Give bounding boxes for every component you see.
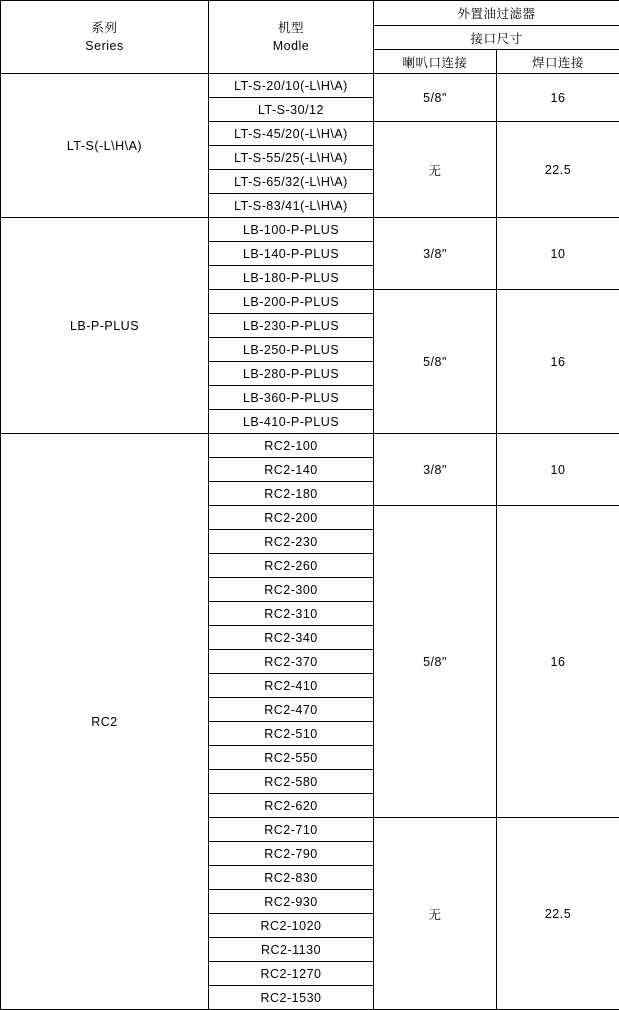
model-cell: RC2-310 [209,602,374,626]
flare-size-cell: 无 [374,122,497,218]
header-external-oil-filter: 外置油过滤器 [374,1,619,26]
model-cell: RC2-100 [209,434,374,458]
weld-size-cell: 10 [497,218,619,290]
model-cell: RC2-470 [209,698,374,722]
model-cell: RC2-340 [209,626,374,650]
model-cell: LB-140-P-PLUS [209,242,374,266]
model-cell: LT-S-55/25(-L\H\A) [209,146,374,170]
weld-size-cell: 22.5 [497,818,619,1010]
flare-size-cell: 无 [374,818,497,1010]
table-row [1,434,619,458]
model-cell: RC2-550 [209,746,374,770]
model-cell: RC2-510 [209,722,374,746]
model-cell: RC2-930 [209,890,374,914]
model-cell: LT-S-20/10(-L\H\A) [209,74,374,98]
model-cell: RC2-580 [209,770,374,794]
header-port-size: 接口尺寸 [374,26,619,50]
header-series-cn: 系列 [1,19,208,37]
model-cell: RC2-710 [209,818,374,842]
model-cell: LB-100-P-PLUS [209,218,374,242]
weld-size-cell: 16 [497,506,619,818]
model-cell: RC2-140 [209,458,374,482]
table-row [1,74,619,98]
model-cell: RC2-230 [209,530,374,554]
flare-size-cell: 3/8" [374,434,497,506]
header-series [1,1,209,74]
series-cell: RC2 [1,434,209,1010]
weld-size-cell: 16 [497,290,619,434]
weld-size-cell: 10 [497,434,619,506]
flare-size-cell: 5/8" [374,506,497,818]
model-cell: LT-S-45/20(-L\H\A) [209,122,374,146]
header-model-en: Modle [209,37,373,55]
header-model [209,1,374,74]
series-cell: LT-S(-L\H\A) [1,74,209,218]
model-cell: RC2-1270 [209,962,374,986]
header-flare-connection: 喇叭口连接 [374,50,497,74]
model-cell: LT-S-83/41(-L\H\A) [209,194,374,218]
header-weld-connection: 焊口连接 [497,50,619,74]
model-cell: RC2-1530 [209,986,374,1010]
flare-size-cell: 5/8" [374,290,497,434]
header-series-en: Series [1,37,208,55]
model-cell: LB-230-P-PLUS [209,314,374,338]
table-row [1,218,619,242]
flare-size-cell: 3/8" [374,218,497,290]
model-cell: RC2-790 [209,842,374,866]
weld-size-cell: 22.5 [497,122,619,218]
header-model-cn: 机型 [209,19,373,37]
model-cell: LB-280-P-PLUS [209,362,374,386]
model-cell: LB-410-P-PLUS [209,410,374,434]
model-cell: RC2-200 [209,506,374,530]
model-cell: RC2-410 [209,674,374,698]
model-cell: LT-S-30/12 [209,98,374,122]
model-cell: LB-250-P-PLUS [209,338,374,362]
model-cell: RC2-830 [209,866,374,890]
table-header [1,1,619,74]
model-cell: LB-180-P-PLUS [209,266,374,290]
table-body [1,74,619,1010]
model-cell: RC2-260 [209,554,374,578]
model-cell: RC2-620 [209,794,374,818]
model-cell: RC2-180 [209,482,374,506]
model-cell: RC2-1020 [209,914,374,938]
model-cell: LB-360-P-PLUS [209,386,374,410]
model-cell: LB-200-P-PLUS [209,290,374,314]
model-cell: RC2-300 [209,578,374,602]
model-cell: LT-S-65/32(-L\H\A) [209,170,374,194]
weld-size-cell: 16 [497,74,619,122]
model-cell: RC2-370 [209,650,374,674]
series-cell: LB-P-PLUS [1,218,209,434]
flare-size-cell: 5/8" [374,74,497,122]
model-cell: RC2-1130 [209,938,374,962]
